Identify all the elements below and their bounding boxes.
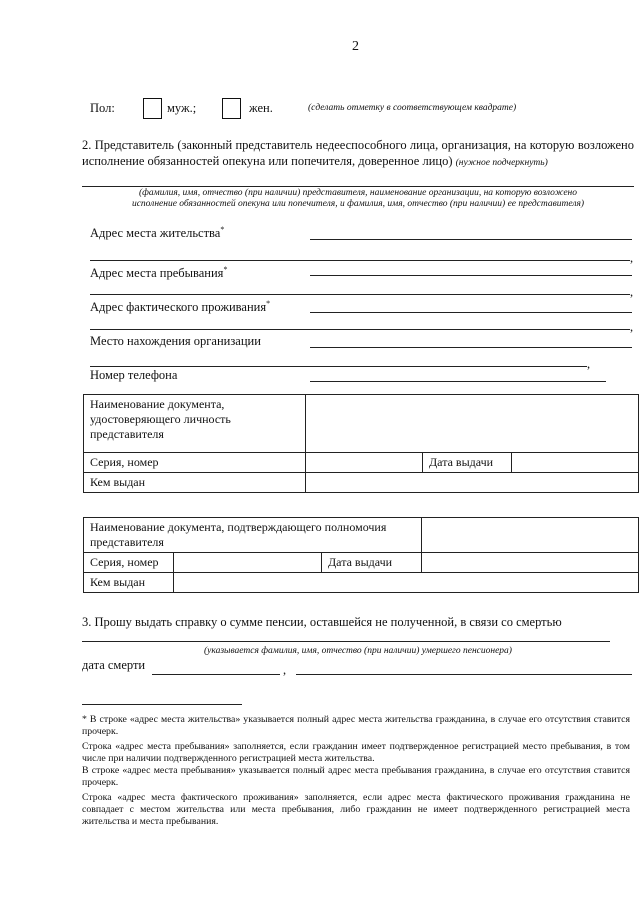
stay-label-text: Адрес места пребывания: [90, 266, 224, 281]
actual-line-1[interactable]: [310, 312, 632, 313]
footnote-separator: [82, 704, 242, 705]
representative-name-line[interactable]: [82, 186, 634, 187]
footnote-2: Строка «адрес места пребывания» заполняется, если гражданин имеет подтвержденное регистрацией место пребывания, в том числе при наличии подтвержденного регистрацией места жительства.: [82, 740, 630, 764]
actual-line-2[interactable]: [90, 329, 630, 330]
stay-label: [90, 265, 227, 282]
representative-caption: [82, 188, 634, 211]
death-date-label: дата смерти: [82, 658, 146, 672]
female-checkbox[interactable]: [222, 98, 241, 119]
deceased-caption: (указывается фамилия, имя, отчество (при наличии) умершего пенсионера): [204, 646, 512, 656]
identity-issued-by-label: Кем выдан: [84, 473, 306, 493]
actual-label: [90, 299, 270, 316]
residence-comma: ,: [630, 251, 634, 265]
authority-issued-by-label: Кем выдан: [84, 573, 174, 593]
identity-issue-date-field[interactable]: [512, 453, 639, 473]
identity-series-label: Серия, номер: [84, 453, 306, 473]
female-label: жен.: [249, 101, 273, 115]
authority-doc-name-label: Наименование документа, подтверждающего полномочия представителя: [84, 518, 422, 553]
authority-document-table: [83, 517, 639, 593]
section2-hint: (нужное подчеркнуть): [455, 157, 548, 168]
stay-line-1[interactable]: [310, 275, 632, 276]
gender-hint: (сделать отметку в соответствующем квадрате): [308, 103, 517, 113]
residence-asterisk: *: [220, 225, 225, 234]
deceased-name-line[interactable]: [82, 641, 610, 642]
death-date-comma: ,: [283, 663, 287, 677]
authority-issued-by-field[interactable]: [174, 573, 639, 593]
representative-caption-line1: (фамилия, имя, отчество (при наличии) представителя, наименование организации, на которую возложено: [138, 188, 578, 198]
residence-label: [90, 225, 224, 242]
actual-label-text: Адрес фактического проживания: [90, 300, 267, 315]
authority-issue-date-label: Дата выдачи: [322, 553, 422, 573]
phone-line[interactable]: [310, 381, 606, 382]
org-location-line-1[interactable]: [310, 347, 632, 348]
male-checkbox[interactable]: [143, 98, 162, 119]
identity-issued-by-field[interactable]: [306, 473, 639, 493]
actual-comma: ,: [630, 320, 634, 334]
authority-issue-date-field[interactable]: [422, 553, 639, 573]
footnotes: [82, 714, 630, 827]
org-location-line-2[interactable]: [90, 366, 587, 367]
page-number: 2: [352, 39, 359, 54]
section2-body: 2. Представитель (законный представитель недееспособного лица, организация, на которую возложено исполнение обязанностей опекуна или попечителя, доверенное лицо): [82, 138, 634, 168]
authority-series-label: Серия, номер: [84, 553, 174, 573]
residence-line-1[interactable]: [310, 239, 632, 240]
representative-caption-line2: исполнение обязанностей опекуна или попечителя, и фамилия, имя, отчество (при наличии) ее представителя): [131, 199, 585, 210]
identity-doc-name-label: Наименование документа, удостоверяющего личность представителя: [84, 395, 306, 453]
phone-label: Номер телефона: [90, 368, 178, 382]
authority-series-field[interactable]: [174, 553, 322, 573]
residence-label-text: Адрес места жительства: [90, 226, 221, 241]
gender-label: Пол:: [90, 101, 115, 115]
death-date-line[interactable]: [152, 674, 280, 675]
identity-doc-name-field[interactable]: [306, 395, 639, 453]
org-location-label: Место нахождения организации: [90, 334, 261, 348]
residence-line-2[interactable]: [90, 260, 630, 261]
footnote-1: * В строке «адрес места жительства» указывается полный адрес места жительства гражданина, в случае его отсутствия ставится прочерк.: [82, 714, 630, 737]
identity-document-table: [83, 394, 639, 493]
org-location-comma: ,: [587, 357, 591, 371]
male-label: муж.;: [167, 101, 197, 115]
stay-asterisk: *: [223, 265, 228, 274]
stay-line-2[interactable]: [90, 294, 630, 295]
authority-doc-name-field[interactable]: [422, 518, 639, 553]
actual-asterisk: *: [266, 299, 271, 308]
section2-text: [82, 138, 634, 170]
identity-series-field[interactable]: [306, 453, 423, 473]
identity-issue-date-label: Дата выдачи: [423, 453, 512, 473]
stay-comma: ,: [630, 285, 634, 299]
death-place-line[interactable]: [296, 674, 632, 675]
footnote-4: Строка «адрес места фактического проживания» заполняется, если адрес места фактического проживания гражданина не совпадает с местом жительства или места пребывания, либо гражданин не имеет подтвержденного регистрацией места жительства и места пребывания.: [82, 791, 630, 827]
footnote-3: В строке «адрес места пребывания» указывается полный адрес места пребывания гражданина, в случае его отсутствия ставится прочерк.: [82, 764, 630, 788]
section3-text: 3. Прошу выдать справку о сумме пенсии, оставшейся не полученной, в связи со смертью: [82, 615, 562, 629]
